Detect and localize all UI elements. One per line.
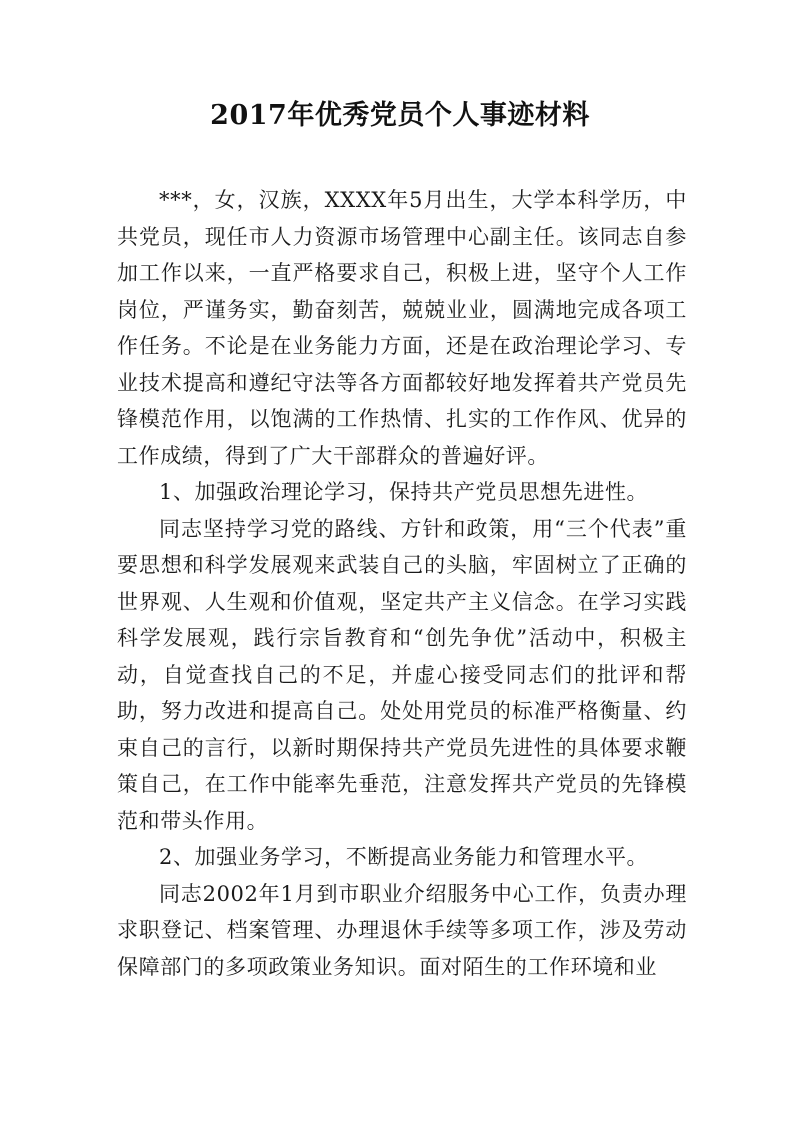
paragraph-section-1: 同志坚持学习党的路线、方针和政策，用“三个代表”重要思想和科学发展观来武装自己的头脑，牢固树立了正确的世界观、人生观和价值观，坚定共产主义信念。在学习实践科学发展观，践行宗旨教育和“创先争优”活动中，积极主动，自觉查找自己的不足，并虚心接受同志们的批评和帮助，努力改进和提高自己。处处用党员的标准严格衡量、约束自己的言行，以新时期保持共产党员先进性的具体要求鞭策自己，在工作中能率先垂范，注意发挥共产党员的先锋模范和带头作用。	[117, 516, 687, 833]
paragraph-intro: ***，女，汉族，XXXX年5月出生，大学本科学历，中共党员，现任市人力资源市场管理中心副主任。该同志自参加工作以来，一直严格要求自己，积极上进，坚守个人工作岗位，严谨务实，勤奋刻苦，兢兢业业，圆满地完成各项工作任务。不论是在业务能力方面，还是在政治理论学习、专业技术提高和遵纪守法等各方面都较好地发挥着共产党员先锋模范作用，以饱满的工作热情、扎实的工作作风、优异的工作成绩，得到了广大干部群众的普遍好评。	[117, 188, 687, 468]
section-heading-1: 1、加强政治理论学习，保持共产党员思想先进性。	[159, 480, 649, 504]
document-body	[117, 182, 687, 985]
paragraph-section-2: 同志2002年1月到市职业介绍服务中心工作，负责办理求职登记、档案管理、办理退休手续等多项工作，涉及劳动保障部门的多项政策业务知识。面对陌生的工作环境和业	[117, 881, 687, 979]
section-heading-2: 2、加强业务学习，不断提高业务能力和管理水平。	[159, 845, 649, 869]
document-title: 2017年优秀党员个人事迹材料	[210, 100, 590, 131]
